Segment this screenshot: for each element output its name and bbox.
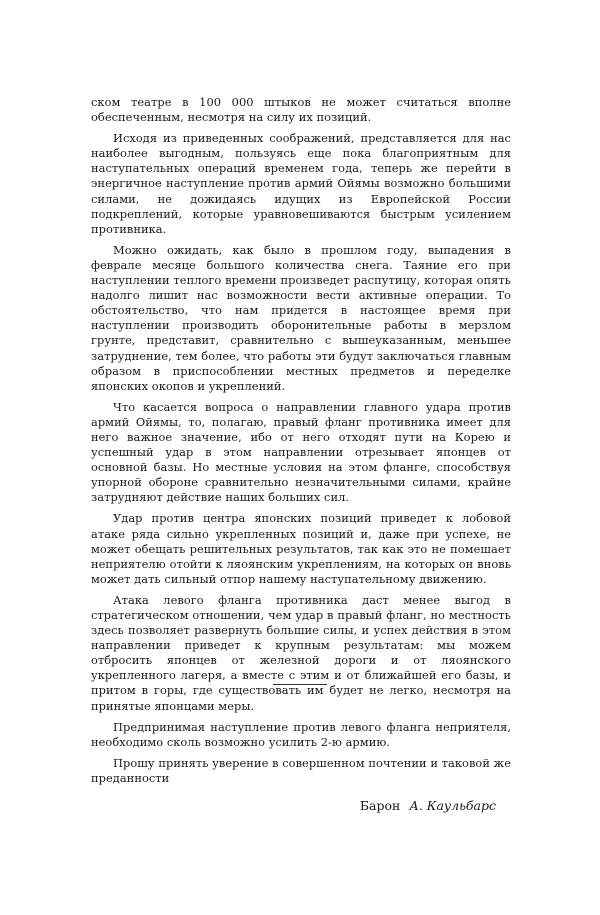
paragraph-3: Можно ожидать, как было в прошлом году, выпадения в феврале месяце большого количества снега. Таяние его при наступлении теплого времени произведет распутицу, которая опять надолго лишит нас возможности вести активные операции. То обстоятельство, что нам придется в настоящее время при наступлении производить оборонительные работы в мерзлом грунте, представит, сравнительно с вышеуказанным, меньшее затруднение, тем более, что работы эти будут заключаться главным образом в приспособлении местных предметов и переделке японских окопов и укреплений. [91, 242, 511, 393]
paragraph-5: Удар против центра японских позиций приведет к лобовой атаке ряда сильно укрепленных позиций и, даже при успехе, не может обещать решительных результатов, так как это не помешает неприятелю отойти к ляоянским укреплениям, на которых он вновь может дать сильный отпор нашему наступательному движению. [91, 511, 511, 586]
paragraph-8: Прошу принять уверение в совершенном почтении и таковой же преданности [91, 755, 511, 785]
document-body [91, 95, 511, 813]
signature [91, 798, 511, 813]
closing-divider [273, 684, 327, 685]
signature-title: Барон [359, 798, 401, 814]
paragraph-2: Исходя из приведенных соображений, представляется для нас наиболее выгодным, пользуясь еще пока благоприятным для наступательных операций временем года, теперь же перейти в энергичное наступление против армий Ойямы возможно большими силами, не дожидаясь идущих из Европейской России подкреплений, которые уравновешиваются быстрым усилением противника. [91, 131, 511, 236]
signature-name: А. Каульбарс [409, 798, 496, 814]
paragraph-7: Предпринимая наступление против левого фланга неприятеля, необходимо сколь возможно усилить 2-ю армию. [91, 719, 511, 749]
paragraph-4: Что касается вопроса о направлении главного удара против армий Ойямы, то, полагаю, правый фланг противника имеет для него важное значение, ибо от него отходят пути на Корею и успешный удар в этом направлении отрезывает японцев от основной базы. Но местные условия на этом фланге, способствуя упорной обороне сравнительно незначительными силами, крайне затрудняют действие наших больших сил. [91, 399, 511, 505]
paragraph-6: Атака левого фланга противника даст менее выгод в стратегическом отношении, чем удар в правый фланг, но местность здесь позволяет развернуть большие силы, и успех действия в этом направлении приведет к крупным результатам: мы можем отбросить японцев от железной дороги и от ляоянского укрепленного лагеря, а вместе с этим и от ближайшей его базы, и притом в горы, где существовать им будет не легко, несмотря на принятые японцами меры. [91, 592, 511, 713]
paragraph-1: ском театре в 100 000 штыков не может считаться вполне обеспеченным, несмотря на силу их позиций. [91, 95, 511, 125]
